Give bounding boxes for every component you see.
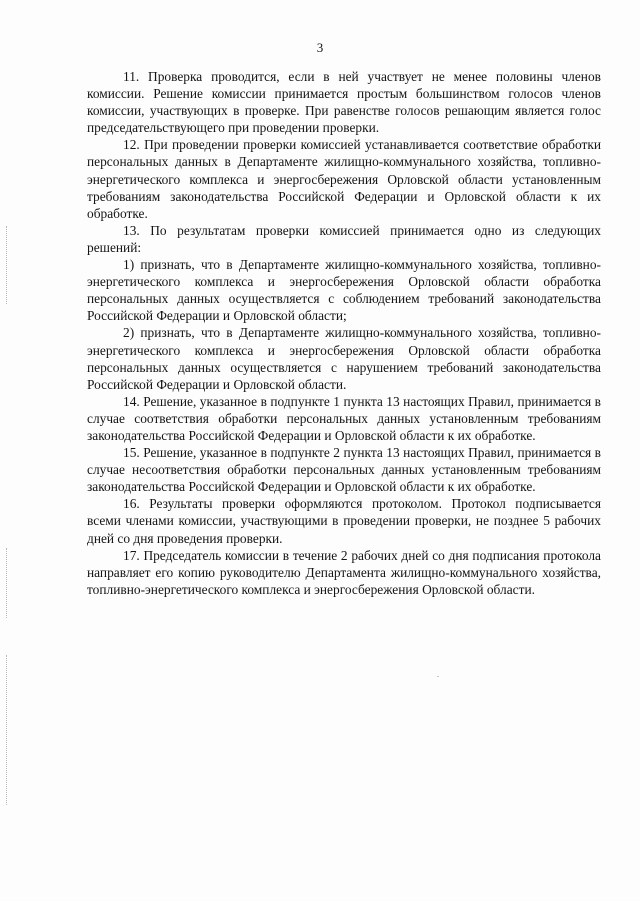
paragraph-12: 12. При проведении проверки комиссией устанавливается соответствие обработки персональных данных в Департаменте жилищно-коммунального хозяйства, топливно-энергетического комплекса и энергосбережения Орловской области установленным требованиям законодательства Российской Федерации и Орловской области к их обработке. bbox=[87, 137, 601, 221]
paragraph-13: 13. По результатам проверки комиссией принимается одно из следующих решений: bbox=[87, 222, 601, 255]
paragraph-15: 15. Решение, указанное в подпункте 2 пункта 13 настоящих Правил, принимается в случае несоответствия обработки персональных данных установленным требованиям законодательства Российской Федерации и Орловской области к их обработке. bbox=[87, 445, 601, 495]
paragraph-13-item-2: 2) признать, что в Департаменте жилищно-коммунального хозяйства, топливно-энергетического комплекса и энергосбережения Орловской области обработка персональных данных осуществляется с нарушением требований законодательства Российской Федерации и Орловской области. bbox=[87, 325, 601, 392]
paragraph-11: 11. Проверка проводится, если в ней участвует не менее половины членов комиссии. Решение комиссии принимается простым большинством голосов членов комиссии, участвующих в проверке. При равенстве голосов решающим является голос председательствующего при проведении проверки. bbox=[87, 69, 601, 136]
binding-edge-marks bbox=[6, 226, 7, 304]
binding-edge-marks bbox=[6, 548, 7, 618]
binding-edge-marks bbox=[6, 655, 7, 805]
page-number: 3 bbox=[316, 40, 324, 55]
paragraph-14: 14. Решение, указанное в подпункте 1 пункта 13 настоящих Правил, принимается в случае соответствия обработки персональных данных установленным требованиям законодательства Российской Федерации и Орловской области к их обработке. bbox=[87, 393, 601, 443]
paragraph-13-item-1: 1) признать, что в Департаменте жилищно-коммунального хозяйства, топливно-энергетического комплекса и энергосбережения Орловской области обработка персональных данных осуществляется с соблюдением требований законодательства Российской Федерации и Орловской области; bbox=[87, 257, 601, 324]
paragraph-16: 16. Результаты проверки оформляются протоколом. Протокол подписывается всеми членами комиссии, участвующими в проведении проверки, не позднее 5 рабочих дней со дня проведения проверки. bbox=[87, 496, 601, 546]
paragraph-17: 17. Председатель комиссии в течение 2 рабочих дней со дня подписания протокола направляет его копию руководителю Департамента жилищно-коммунального хозяйства, топливно-энергетического комплекса и энергосбережения Орловской области. bbox=[87, 547, 601, 597]
document-body bbox=[87, 68, 601, 598]
scan-speck bbox=[437, 676, 439, 677]
